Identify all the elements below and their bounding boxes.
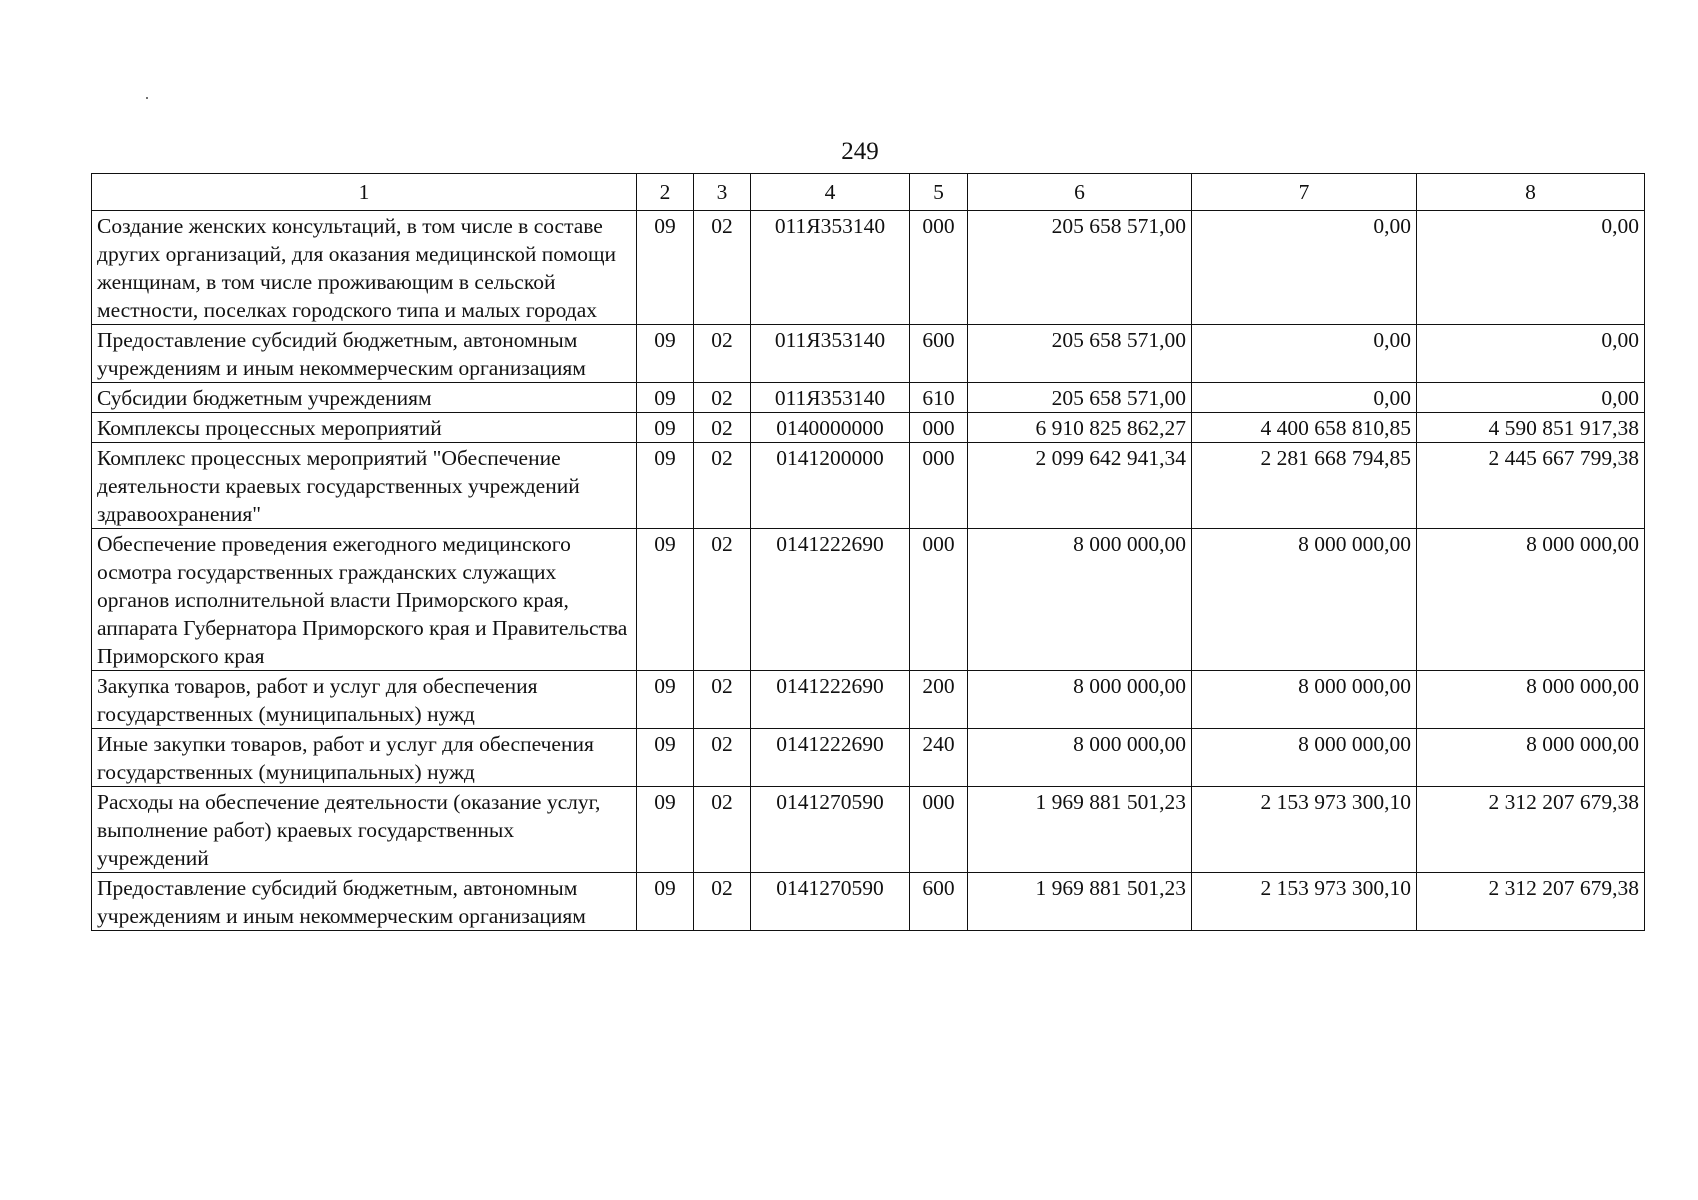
table-row bbox=[92, 787, 1645, 873]
amount-col-6: 205 658 571,00 bbox=[968, 211, 1192, 325]
amount-col-8: 2 312 207 679,38 bbox=[1417, 873, 1645, 931]
page-number: 249 bbox=[841, 138, 879, 165]
target-article-code: 0141200000 bbox=[751, 443, 910, 529]
expense-type-code: 240 bbox=[910, 729, 968, 787]
section-code: 09 bbox=[637, 787, 694, 873]
table-row bbox=[92, 671, 1645, 729]
amount-col-8: 2 445 667 799,38 bbox=[1417, 443, 1645, 529]
header-cell: 7 bbox=[1192, 174, 1417, 211]
amount-col-7: 8 000 000,00 bbox=[1192, 671, 1417, 729]
expense-type-code: 000 bbox=[910, 443, 968, 529]
amount-col-7: 0,00 bbox=[1192, 383, 1417, 413]
row-name: Расходы на обеспечение деятельности (оказание услуг, выполнение работ) краевых государственных учреждений bbox=[92, 787, 637, 873]
subsection-code: 02 bbox=[694, 529, 751, 671]
target-article-code: 0140000000 bbox=[751, 413, 910, 443]
header-cell: 3 bbox=[694, 174, 751, 211]
row-name: Субсидии бюджетным учреждениям bbox=[92, 383, 637, 413]
amount-col-7: 0,00 bbox=[1192, 211, 1417, 325]
amount-col-7: 2 281 668 794,85 bbox=[1192, 443, 1417, 529]
amount-col-6: 8 000 000,00 bbox=[968, 671, 1192, 729]
amount-col-8: 8 000 000,00 bbox=[1417, 529, 1645, 671]
target-article-code: 0141222690 bbox=[751, 729, 910, 787]
section-code: 09 bbox=[637, 383, 694, 413]
amount-col-7: 8 000 000,00 bbox=[1192, 529, 1417, 671]
target-article-code: 011Я353140 bbox=[751, 383, 910, 413]
target-article-code: 0141270590 bbox=[751, 873, 910, 931]
table-row bbox=[92, 211, 1645, 325]
header-cell: 6 bbox=[968, 174, 1192, 211]
target-article-code: 011Я353140 bbox=[751, 211, 910, 325]
expense-type-code: 200 bbox=[910, 671, 968, 729]
expense-type-code: 000 bbox=[910, 211, 968, 325]
amount-col-6: 8 000 000,00 bbox=[968, 729, 1192, 787]
row-name: Иные закупки товаров, работ и услуг для обеспечения государственных (муниципальных) нужд bbox=[92, 729, 637, 787]
section-code: 09 bbox=[637, 529, 694, 671]
row-name: Комплексы процессных мероприятий bbox=[92, 413, 637, 443]
amount-col-8: 0,00 bbox=[1417, 211, 1645, 325]
table-row bbox=[92, 383, 1645, 413]
section-code: 09 bbox=[637, 443, 694, 529]
subsection-code: 02 bbox=[694, 325, 751, 383]
expense-type-code: 600 bbox=[910, 325, 968, 383]
expense-type-code: 610 bbox=[910, 383, 968, 413]
target-article-code: 0141270590 bbox=[751, 787, 910, 873]
row-name: Обеспечение проведения ежегодного медицинского осмотра государственных гражданских служащих органов исполнительной власти Приморского края, аппарата Губернатора Приморского края и Правительства Приморского края bbox=[92, 529, 637, 671]
header-cell: 5 bbox=[910, 174, 968, 211]
header-cell: 8 bbox=[1417, 174, 1645, 211]
expense-type-code: 000 bbox=[910, 529, 968, 671]
row-name: Закупка товаров, работ и услуг для обеспечения государственных (муниципальных) нужд bbox=[92, 671, 637, 729]
scan-speck bbox=[146, 97, 148, 99]
subsection-code: 02 bbox=[694, 787, 751, 873]
amount-col-6: 1 969 881 501,23 bbox=[968, 873, 1192, 931]
amount-col-7: 2 153 973 300,10 bbox=[1192, 873, 1417, 931]
amount-col-8: 8 000 000,00 bbox=[1417, 671, 1645, 729]
amount-col-8: 8 000 000,00 bbox=[1417, 729, 1645, 787]
section-code: 09 bbox=[637, 671, 694, 729]
header-cell: 1 bbox=[92, 174, 637, 211]
table-row bbox=[92, 529, 1645, 671]
section-code: 09 bbox=[637, 413, 694, 443]
amount-col-6: 6 910 825 862,27 bbox=[968, 413, 1192, 443]
amount-col-8: 0,00 bbox=[1417, 325, 1645, 383]
amount-col-6: 1 969 881 501,23 bbox=[968, 787, 1192, 873]
amount-col-8: 4 590 851 917,38 bbox=[1417, 413, 1645, 443]
amount-col-8: 2 312 207 679,38 bbox=[1417, 787, 1645, 873]
header-cell: 2 bbox=[637, 174, 694, 211]
subsection-code: 02 bbox=[694, 443, 751, 529]
table-row bbox=[92, 729, 1645, 787]
row-name: Предоставление субсидий бюджетным, автономным учреждениям и иным некоммерческим организациям bbox=[92, 325, 637, 383]
subsection-code: 02 bbox=[694, 873, 751, 931]
amount-col-7: 4 400 658 810,85 bbox=[1192, 413, 1417, 443]
expense-type-code: 000 bbox=[910, 787, 968, 873]
section-code: 09 bbox=[637, 325, 694, 383]
amount-col-7: 8 000 000,00 bbox=[1192, 729, 1417, 787]
target-article-code: 011Я353140 bbox=[751, 325, 910, 383]
section-code: 09 bbox=[637, 873, 694, 931]
amount-col-7: 2 153 973 300,10 bbox=[1192, 787, 1417, 873]
amount-col-6: 2 099 642 941,34 bbox=[968, 443, 1192, 529]
subsection-code: 02 bbox=[694, 413, 751, 443]
target-article-code: 0141222690 bbox=[751, 671, 910, 729]
subsection-code: 02 bbox=[694, 671, 751, 729]
subsection-code: 02 bbox=[694, 211, 751, 325]
section-code: 09 bbox=[637, 211, 694, 325]
amount-col-6: 205 658 571,00 bbox=[968, 383, 1192, 413]
budget-table bbox=[91, 173, 1645, 931]
table-row bbox=[92, 873, 1645, 931]
section-code: 09 bbox=[637, 729, 694, 787]
subsection-code: 02 bbox=[694, 383, 751, 413]
amount-col-6: 205 658 571,00 bbox=[968, 325, 1192, 383]
table-row bbox=[92, 443, 1645, 529]
table-row bbox=[92, 413, 1645, 443]
row-name: Создание женских консультаций, в том числе в составе других организаций, для оказания медицинской помощи женщинам, в том числе проживающим в сельской местности, поселках городского типа и малых городах bbox=[92, 211, 637, 325]
amount-col-7: 0,00 bbox=[1192, 325, 1417, 383]
table-row bbox=[92, 325, 1645, 383]
subsection-code: 02 bbox=[694, 729, 751, 787]
target-article-code: 0141222690 bbox=[751, 529, 910, 671]
row-name: Комплекс процессных мероприятий "Обеспечение деятельности краевых государственных учреждений здравоохранения" bbox=[92, 443, 637, 529]
amount-col-6: 8 000 000,00 bbox=[968, 529, 1192, 671]
row-name: Предоставление субсидий бюджетным, автономным учреждениям и иным некоммерческим организациям bbox=[92, 873, 637, 931]
header-row bbox=[92, 174, 1645, 211]
header-cell: 4 bbox=[751, 174, 910, 211]
amount-col-8: 0,00 bbox=[1417, 383, 1645, 413]
expense-type-code: 000 bbox=[910, 413, 968, 443]
expense-type-code: 600 bbox=[910, 873, 968, 931]
